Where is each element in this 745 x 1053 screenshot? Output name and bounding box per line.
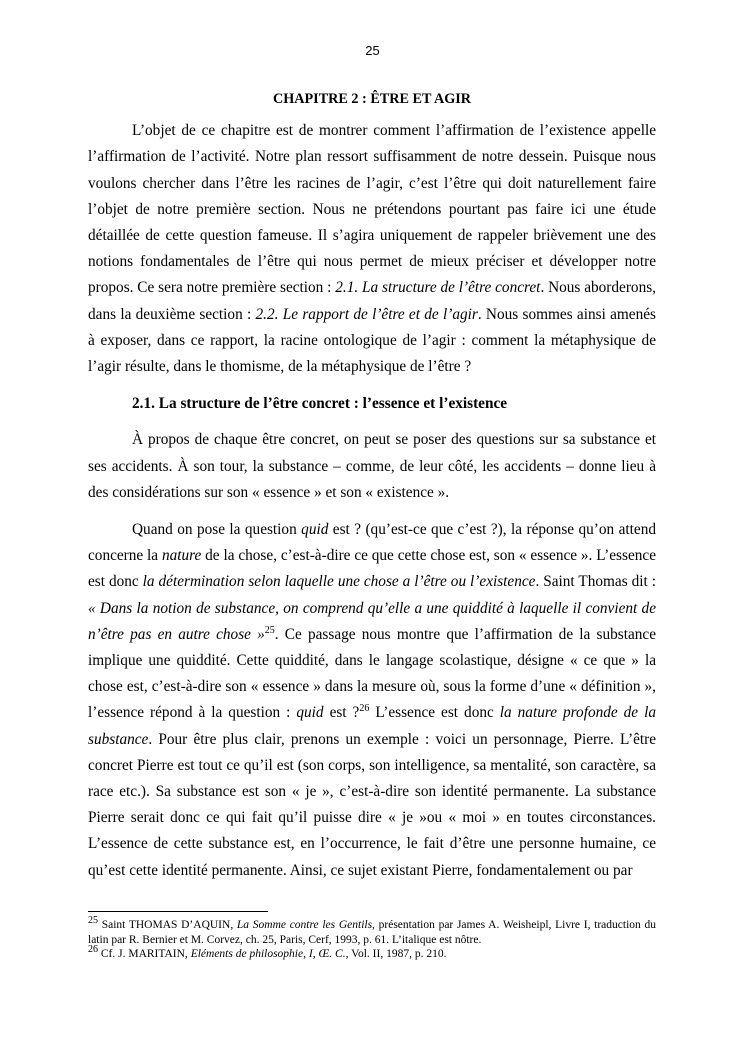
page-body	[88, 86, 656, 884]
footnotes	[88, 915, 656, 962]
text-run: . Pour être plus clair, prenons un exemple : voici un personnage, Pierre. L’être concret Pierre est tout ce qu’il est (son corps, son intelligence, sa mentalité, son caractère, sa race etc.). Sa substance est son « je », c’est-à-dire son identité permanente. La substance Pierre serait donc ce qui fait qu’il puisse dire « je »ou « moi » en toutes circonstances. L’essence de cette substance est, en l’occurrence, le fait d’être une personne humaine, ce qu’est cette identité permanente. Ainsi, ce sujet existant Pierre, fondamentalement ou par	[88, 730, 656, 879]
text-run: Quand on pose la question	[132, 521, 302, 539]
footnote-number: 25	[88, 915, 98, 927]
italic-run: la détermination selon laquelle une chose a l’être ou l’existence	[142, 573, 536, 591]
text-run: Cf. J. MARITAIN,	[98, 948, 191, 960]
footnote-divider	[88, 911, 268, 912]
footnote-ref-25[interactable]: 25	[264, 624, 275, 636]
italic-run: quid	[296, 704, 324, 722]
text-run: est ?	[323, 704, 360, 722]
text-run: Vol. II, 1987, p. 210.	[348, 948, 447, 960]
italic-run: 2.2. Le rapport de l’être et de l’agir	[255, 305, 478, 323]
chapter-title: CHAPITRE 2 : ÊTRE ET AGIR	[272, 91, 471, 107]
italic-run: la nature profonde de la substance	[88, 704, 656, 748]
italic-run: quid	[301, 521, 329, 539]
footnote-number: 26	[88, 944, 98, 956]
text-run: L’objet de ce chapitre est de montrer comment l’affirmation de l’existence appelle l’affirmation de l’activité. Notre plan ressort suffisamment de notre dessein. Puisque nous voulons chercher dans l’être les racines de l’agir, c’est l’être qui doit naturellement faire l’objet de notre première section. Nous ne prétendons pourtant pas faire ici une étude détaillée de cette question fameuse. Il s’agira uniquement de rappeler brièvement une des notions fondamentales de l’être qui nous permet de mieux préciser et développer notre propos. Ce sera notre première section :	[88, 122, 656, 297]
text-run: . Saint Thomas dit :	[535, 573, 656, 591]
italic-run: 2.1. La structure de l’être concret	[335, 279, 541, 297]
text-run: . Nous aborderons, dans la deuxième section :	[88, 279, 656, 323]
italic-run: nature	[161, 547, 202, 565]
italic-quote: « Dans la notion de substance, on comprend qu’elle a une quiddité à laquelle il convient de n’être pas en autre chose »	[88, 599, 656, 643]
footnote-26	[88, 944, 656, 962]
substance-paragraph: À propos de chaque être concret, on peut se poser des questions sur sa substance et ses accidents. À son tour, la substance – comme, de leur côté, les accidents – donne lieu à des considérations sur son « essence » et son « existence ».	[88, 431, 656, 501]
text-run: Saint THOMAS D’AQUIN,	[98, 919, 237, 931]
essence-paragraph	[88, 517, 656, 884]
text-run: . Nous sommes ainsi amenés à exposer, dans ce rapport, la racine ontologique de l’agir : comment la métaphysique de l’agir résulte, dans le thomisme, de la métaphysique de l’être ?	[88, 305, 656, 376]
footnote-25	[88, 915, 656, 947]
text-run: de la chose, c’est-à-dire ce que cette chose est, son « essence ». L’essence est donc	[88, 547, 656, 591]
italic-run: Eléments de philosophie, I, Œ. C.,	[190, 948, 349, 960]
text-run: présentation par James A. Weisheipl, Livre I, traduction du latin par R. Bernier et M. Corvez, ch. 25, Paris, Cerf, 1993, p. 61. L’italique est nôtre.	[88, 919, 656, 946]
page-number: 25	[365, 43, 380, 58]
text-run: est ? (qu’est-ce que c’est ?), la réponse qu’on attend concerne la	[88, 521, 656, 565]
intro-paragraph	[88, 118, 656, 380]
text-run: L’essence est donc	[369, 704, 500, 722]
section-title: 2.1. La structure de l’être concret : l’essence et l’existence	[132, 395, 508, 413]
italic-run: La Somme contre les Gentils,	[236, 919, 375, 931]
text-run: . Ce passage nous montre que l’affirmation de la substance implique une quiddité. Cette quiddité, dans le langage scolastique, désigne « ce que » la chose est, c’est-à-dire son « essence » dans la mesure où, sous la forme d’une « définition », l’essence répond à la question :	[88, 625, 656, 722]
footnote-ref-26[interactable]: 26	[359, 703, 370, 715]
